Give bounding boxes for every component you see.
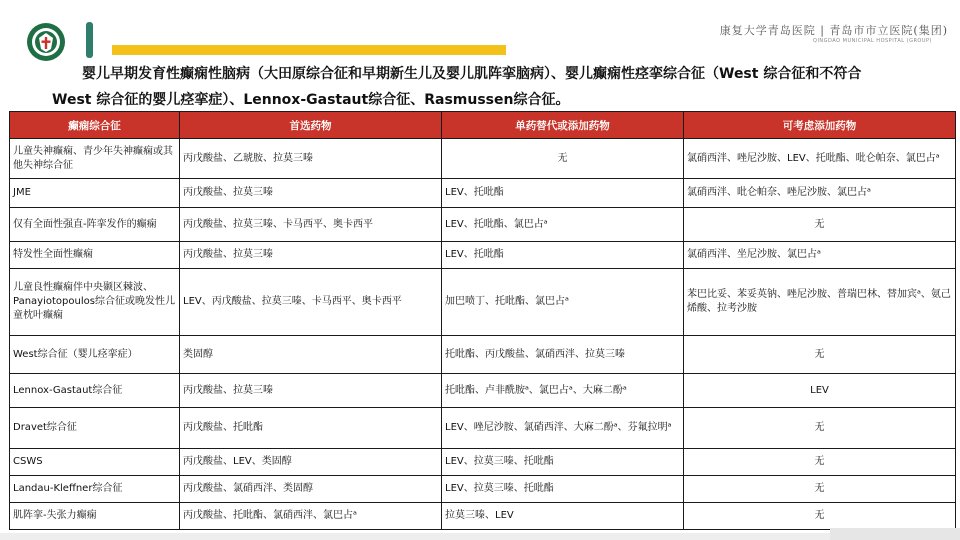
col-header-consider: 可考虑添加药物: [684, 112, 956, 139]
table-row: [10, 476, 956, 503]
table-row: [10, 179, 956, 208]
cell-first-choice: 丙戊酸盐、拉莫三嗪: [180, 374, 442, 408]
drug-table: [9, 111, 956, 530]
cell-syndrome: 儿童良性癫痫伴中央颞区棘波、Panayiotopoulos综合征或晚发性儿童枕叶癫痫: [10, 269, 180, 336]
cell-consider: 氯硝西泮、唑尼沙胺、LEV、托吡酯、吡仑帕奈、氯巴占ᵃ: [684, 139, 956, 179]
cell-first-choice: 类固醇: [180, 336, 442, 374]
cell-consider: 无: [684, 408, 956, 449]
cell-first-choice: 丙戊酸盐、氯硝西泮、类固醇: [180, 476, 442, 503]
cell-first-choice: LEV、丙戊酸盐、拉莫三嗪、卡马西平、奥卡西平: [180, 269, 442, 336]
table-header-row: [10, 112, 956, 139]
cell-syndrome: Landau-Kleffner综合征: [10, 476, 180, 503]
cell-consider: 无: [684, 208, 956, 242]
table-row: [10, 449, 956, 476]
cell-alternative: LEV、唑尼沙胺、氯硝西泮、大麻二酚ᵃ、芬氟拉明ᵃ: [442, 408, 684, 449]
cell-alternative: 托吡酯、丙戊酸盐、氯硝西泮、拉莫三嗪: [442, 336, 684, 374]
table-row: [10, 208, 956, 242]
cell-first-choice: 丙戊酸盐、拉莫三嗪: [180, 179, 442, 208]
cell-syndrome: 儿童失神癫痫、青少年失神癫痫或其他失神综合征: [10, 139, 180, 179]
intro-text: 婴儿早期发育性癫痫性脑病（大田原综合征和早期新生儿及婴儿肌阵挛脑病）、婴儿癫痫性痉挛综合征（West 综合征和不符合West 综合征的婴儿痉挛症）、Lennox-Gastaut综合征、Rasmussen综合征。: [52, 66, 862, 108]
table-row: [10, 503, 956, 530]
cell-first-choice: 丙戊酸盐、托吡酯、氯硝西泮、氯巴占ᵃ: [180, 503, 442, 530]
cell-consider: 无: [684, 476, 956, 503]
cell-alternative: LEV、托吡酯: [442, 242, 684, 269]
cell-consider: 氯硝西泮、吡仑帕奈、唑尼沙胺、氯巴占ᵃ: [684, 179, 956, 208]
table-row: [10, 242, 956, 269]
cell-consider: 氯硝西泮、坐尼沙胺、氯巴占ᵃ: [684, 242, 956, 269]
cell-consider: 无: [684, 503, 956, 530]
cell-alternative: 托吡酯、卢非酰胺ᵃ、氯巴占ᵃ、大麻二酚ᵃ: [442, 374, 684, 408]
cell-first-choice: 丙戊酸盐、LEV、类固醇: [180, 449, 442, 476]
footer-shadow: [830, 528, 960, 540]
cell-consider: 无: [684, 449, 956, 476]
col-header-alternative: 单药替代或添加药物: [442, 112, 684, 139]
cell-alternative: 加巴喷丁、托吡酯、氯巴占ᵃ: [442, 269, 684, 336]
cell-syndrome: Lennox-Gastaut综合征: [10, 374, 180, 408]
cell-consider: 苯巴比妥、苯妥英钠、唑尼沙胺、普瑞巴林、替加宾ᵃ、氨己烯酸、拉考沙胺: [684, 269, 956, 336]
cell-consider: 无: [684, 336, 956, 374]
cell-alternative: LEV、拉莫三嗪、托吡酯: [442, 449, 684, 476]
table-row: [10, 269, 956, 336]
cell-syndrome: 仅有全面性强直-阵挛发作的癫痫: [10, 208, 180, 242]
cell-syndrome: Dravet综合征: [10, 408, 180, 449]
hospital-emblem-icon: [26, 22, 66, 62]
title-underline-bar: [112, 45, 506, 55]
footer-strip: [0, 533, 960, 540]
cell-syndrome: 特发性全面性癫痫: [10, 242, 180, 269]
table-row: [10, 139, 956, 179]
cell-alternative: LEV、托吡酯: [442, 179, 684, 208]
cell-syndrome: CSWS: [10, 449, 180, 476]
cell-first-choice: 丙戊酸盐、托吡酯: [180, 408, 442, 449]
table-row: [10, 336, 956, 374]
table-row: [10, 408, 956, 449]
cell-syndrome: 肌阵挛-失张力癫痫: [10, 503, 180, 530]
col-header-syndrome: 癫痫综合征: [10, 112, 180, 139]
table-row: [10, 374, 956, 408]
cell-syndrome: West综合征（婴儿痉挛症）: [10, 336, 180, 374]
hospital-name-en: QINGDAO MUNICIPAL HOSPITAL (GROUP): [813, 38, 932, 44]
cell-consider: LEV: [684, 374, 956, 408]
header-accent-bar: [86, 22, 93, 58]
cell-syndrome: JME: [10, 179, 180, 208]
cell-alternative: LEV、托吡酯、氯巴占ᵃ: [442, 208, 684, 242]
col-header-first-choice: 首选药物: [180, 112, 442, 139]
cell-first-choice: 丙戊酸盐、拉莫三嗪、卡马西平、奥卡西平: [180, 208, 442, 242]
cell-alternative: LEV、拉莫三嗪、托吡酯: [442, 476, 684, 503]
cell-alternative: 拉莫三嗪、LEV: [442, 503, 684, 530]
cell-first-choice: 丙戊酸盐、拉莫三嗪: [180, 242, 442, 269]
cell-alternative: 无: [442, 139, 684, 179]
hospital-name: 康复大学青岛医院 | 青岛市市立医院(集团): [719, 24, 948, 37]
cell-first-choice: 丙戊酸盐、乙琥胺、拉莫三嗪: [180, 139, 442, 179]
